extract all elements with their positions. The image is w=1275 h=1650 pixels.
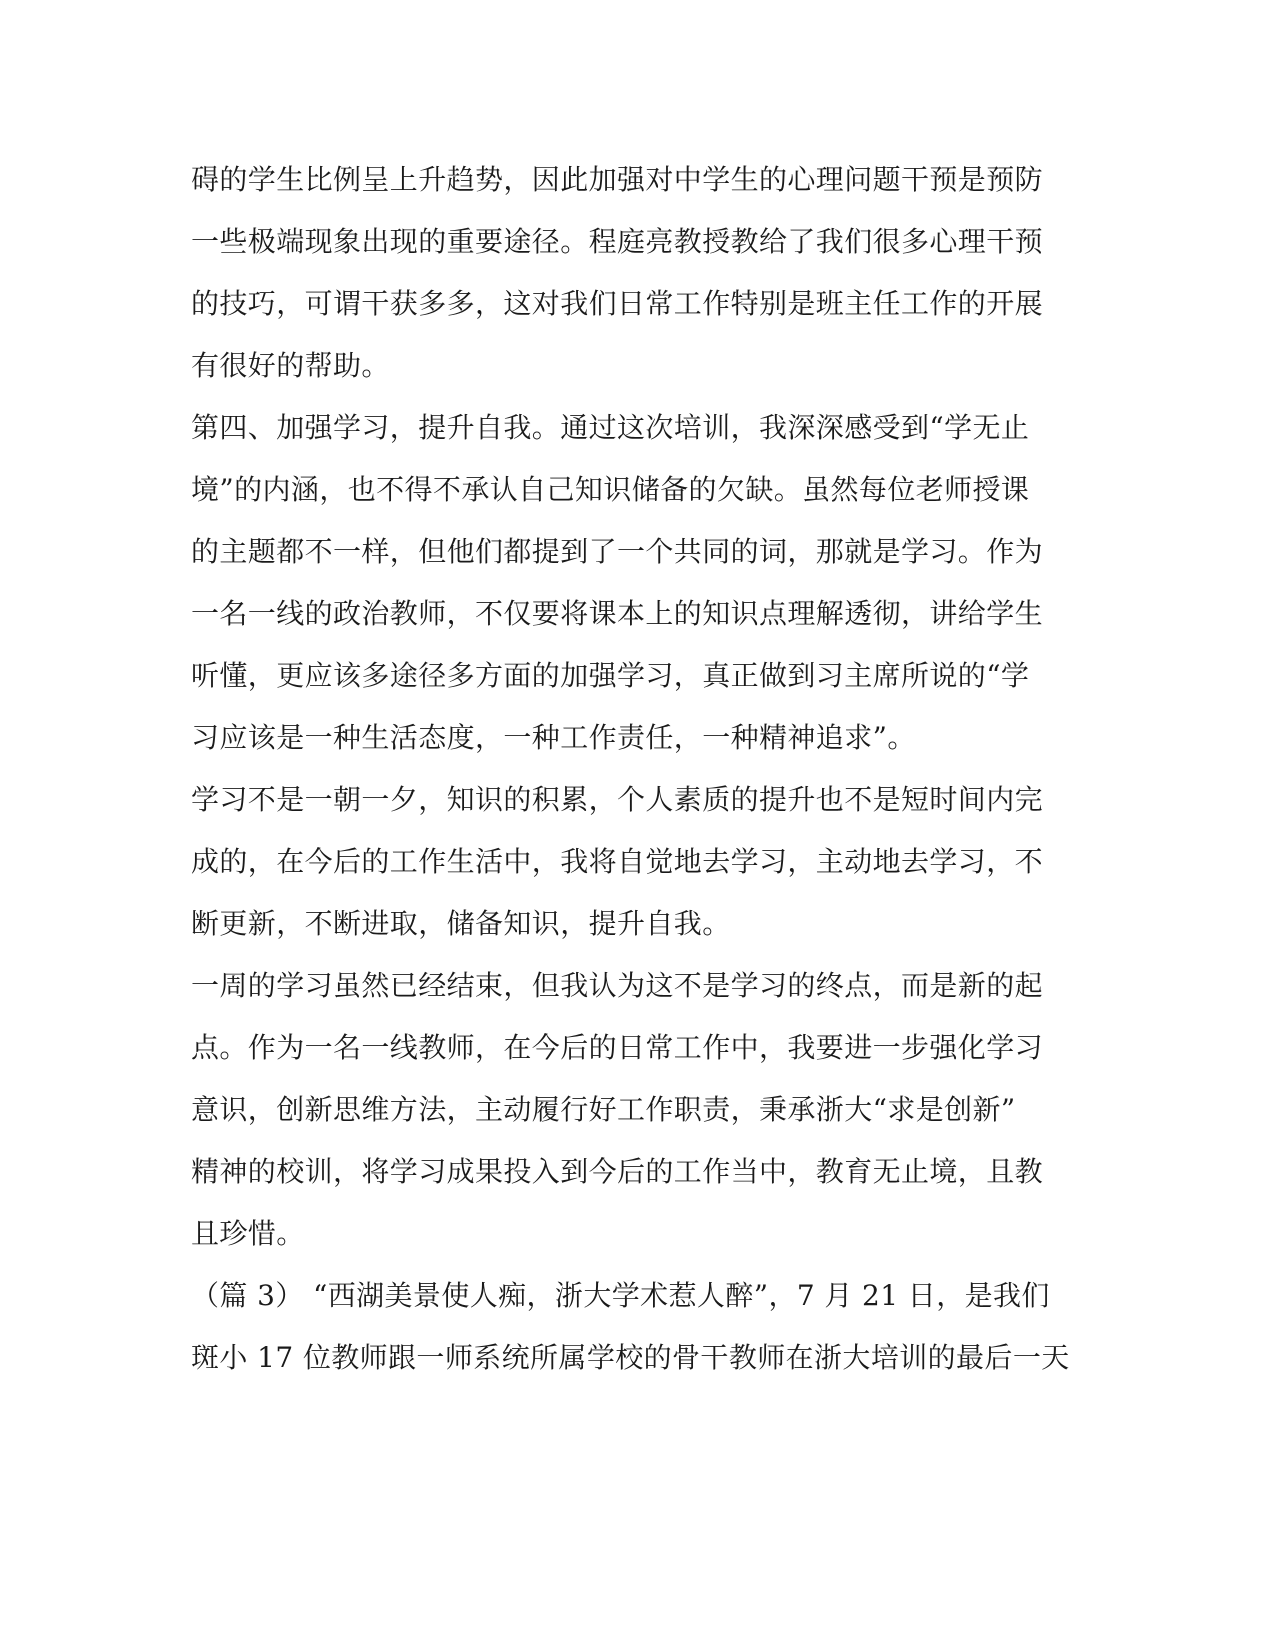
text-line: 一名一线的政治教师，不仅要将课本上的知识点理解透彻，讲给学生 — [191, 597, 1044, 630]
text-line: 意识，创新思维方法，主动履行好工作职责，秉承浙大“求是创新” — [191, 1093, 1016, 1126]
text-line: 成的，在今后的工作生活中，我将自觉地去学习，主动地去学习，不 — [191, 845, 1044, 878]
text-line: 有很好的帮助。 — [191, 349, 390, 382]
text-line: 习应该是一种生活态度，一种工作责任，一种精神追求”。 — [191, 721, 916, 754]
text-line: 学习不是一朝一夕，知识的积累，个人素质的提升也不是短时间内完 — [191, 783, 1044, 816]
text-line: 境”的内涵，也不得不承认自己知识储备的欠缺。虽然每位老师授课 — [191, 473, 1030, 506]
text-line: 一些极端现象出现的重要途径。程庭亮教授教给了我们很多心理干预 — [191, 225, 1044, 258]
text-line: 的技巧，可谓干获多多，这对我们日常工作特别是班主任工作的开展 — [191, 287, 1044, 320]
text-line: 斑小 17 位教师跟一师系统所属学校的骨干教师在浙大培训的最后一天 — [191, 1341, 1070, 1374]
text-line: 的主题都不一样，但他们都提到了一个共同的词，那就是学习。作为 — [191, 535, 1044, 568]
text-line: 碍的学生比例呈上升趋势，因此加强对中学生的心理问题干预是预防 — [191, 163, 1044, 196]
text-line: 点。作为一名一线教师，在今后的日常工作中，我要进一步强化学习 — [191, 1031, 1044, 1064]
text-line: 一周的学习虽然已经结束，但我认为这不是学习的终点，而是新的起 — [191, 969, 1044, 1002]
text-line: 第四、加强学习，提升自我。通过这次培训，我深深感受到“学无止 — [191, 411, 1030, 444]
text-line: （篇 3） “西湖美景使人痴，浙大学术惹人醉”，7 月 21 日，是我们 — [191, 1279, 1050, 1312]
text-line: 且珍惜。 — [191, 1217, 305, 1250]
text-line: 听懂，更应该多途径多方面的加强学习，真正做到习主席所说的“学 — [191, 659, 1030, 692]
text-line: 精神的校训，将学习成果投入到今后的工作当中，教育无止境，且教 — [191, 1155, 1044, 1188]
text-line: 断更新，不断进取，储备知识，提升自我。 — [191, 907, 731, 940]
